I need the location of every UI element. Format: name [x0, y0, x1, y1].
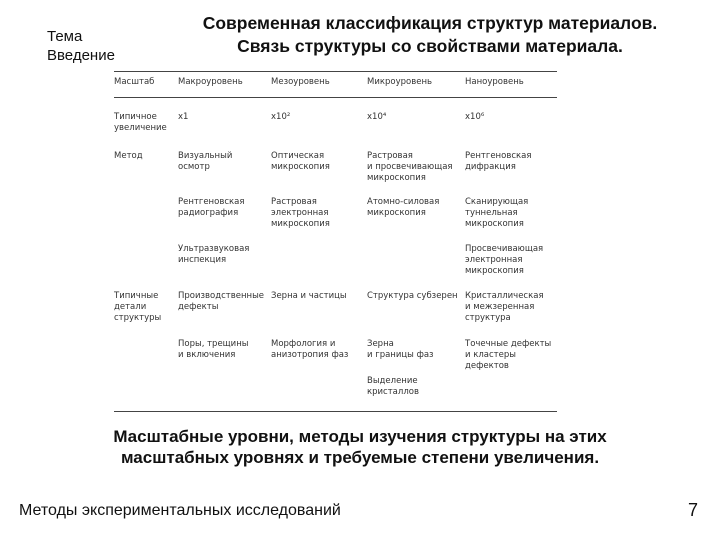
slide-caption: [40, 426, 680, 468]
table-cell: Метод: [114, 151, 143, 161]
table-cell: Растровая и просвечивающая микроскопия: [367, 151, 453, 183]
table-cell: Точечные дефекты и кластеры дефектов: [465, 339, 552, 371]
table-cell: Атомно-силовая микроскопия: [367, 197, 440, 218]
table-cell: Зерна и границы фаз: [367, 339, 434, 360]
header-macro: Макроуровень: [178, 77, 243, 87]
table-cell: x1: [178, 112, 189, 122]
caption-line-1: Масштабные уровни, методы изучения структуры на этих: [113, 427, 607, 446]
table-cell: Растровая электронная микроскопия: [271, 197, 330, 229]
caption-line-2: масштабных уровнях и требуемые степени увеличения.: [120, 448, 600, 467]
header-meso: Мезоуровень: [271, 77, 330, 87]
table-cell: Типичное увеличение: [114, 112, 167, 133]
table-cell: Выделение кристаллов: [367, 376, 419, 397]
classification-table: [114, 71, 557, 416]
table-cell: Ультразвуковая инспекция: [178, 244, 250, 265]
header-scale: Масштаб: [114, 77, 155, 87]
topic-label: [47, 27, 115, 65]
topic-line-2: Введение: [47, 47, 115, 64]
title-line-1: Современная классификация структур материалов.: [202, 13, 658, 33]
table-cell: Поры, трещины и включения: [178, 339, 249, 360]
table-cell: Структура субзерен: [367, 291, 458, 301]
table-cell: Зерна и частицы: [271, 291, 347, 301]
table-top-rule: [114, 71, 557, 72]
footer-course-title: Методы экспериментальных исследований: [19, 502, 341, 519]
table-cell: x10²: [271, 112, 291, 122]
table-cell: Типичные детали структуры: [114, 291, 162, 323]
table-cell: Сканирующая туннельная микроскопия: [465, 197, 529, 229]
table-cell: Оптическая микроскопия: [271, 151, 330, 172]
table-cell: Морфология и анизотропия фаз: [271, 339, 349, 360]
title-line-2: Связь структуры со свойствами материала.: [237, 36, 623, 56]
header-rule: [114, 97, 557, 98]
table-cell: Производственные дефекты: [178, 291, 265, 312]
table-cell: Просвечивающая электронная микроскопия: [465, 244, 544, 276]
table-cell: Визуальный осмотр: [178, 151, 233, 172]
table-cell: Рентгеновская дифракция: [465, 151, 532, 172]
slide-title: [150, 12, 710, 58]
table-cell: x10⁶: [465, 112, 485, 122]
table-cell: x10⁴: [367, 112, 387, 122]
table-bottom-rule: [114, 411, 557, 412]
topic-line-1: Тема: [47, 28, 83, 45]
page-number: 7: [687, 500, 698, 520]
header-nano: Наноуровень: [465, 77, 524, 87]
header-micro: Микроуровень: [367, 77, 433, 87]
table-cell: Рентгеновская радиография: [178, 197, 245, 218]
table-cell: Кристаллическая и межзеренная структура: [465, 291, 544, 323]
